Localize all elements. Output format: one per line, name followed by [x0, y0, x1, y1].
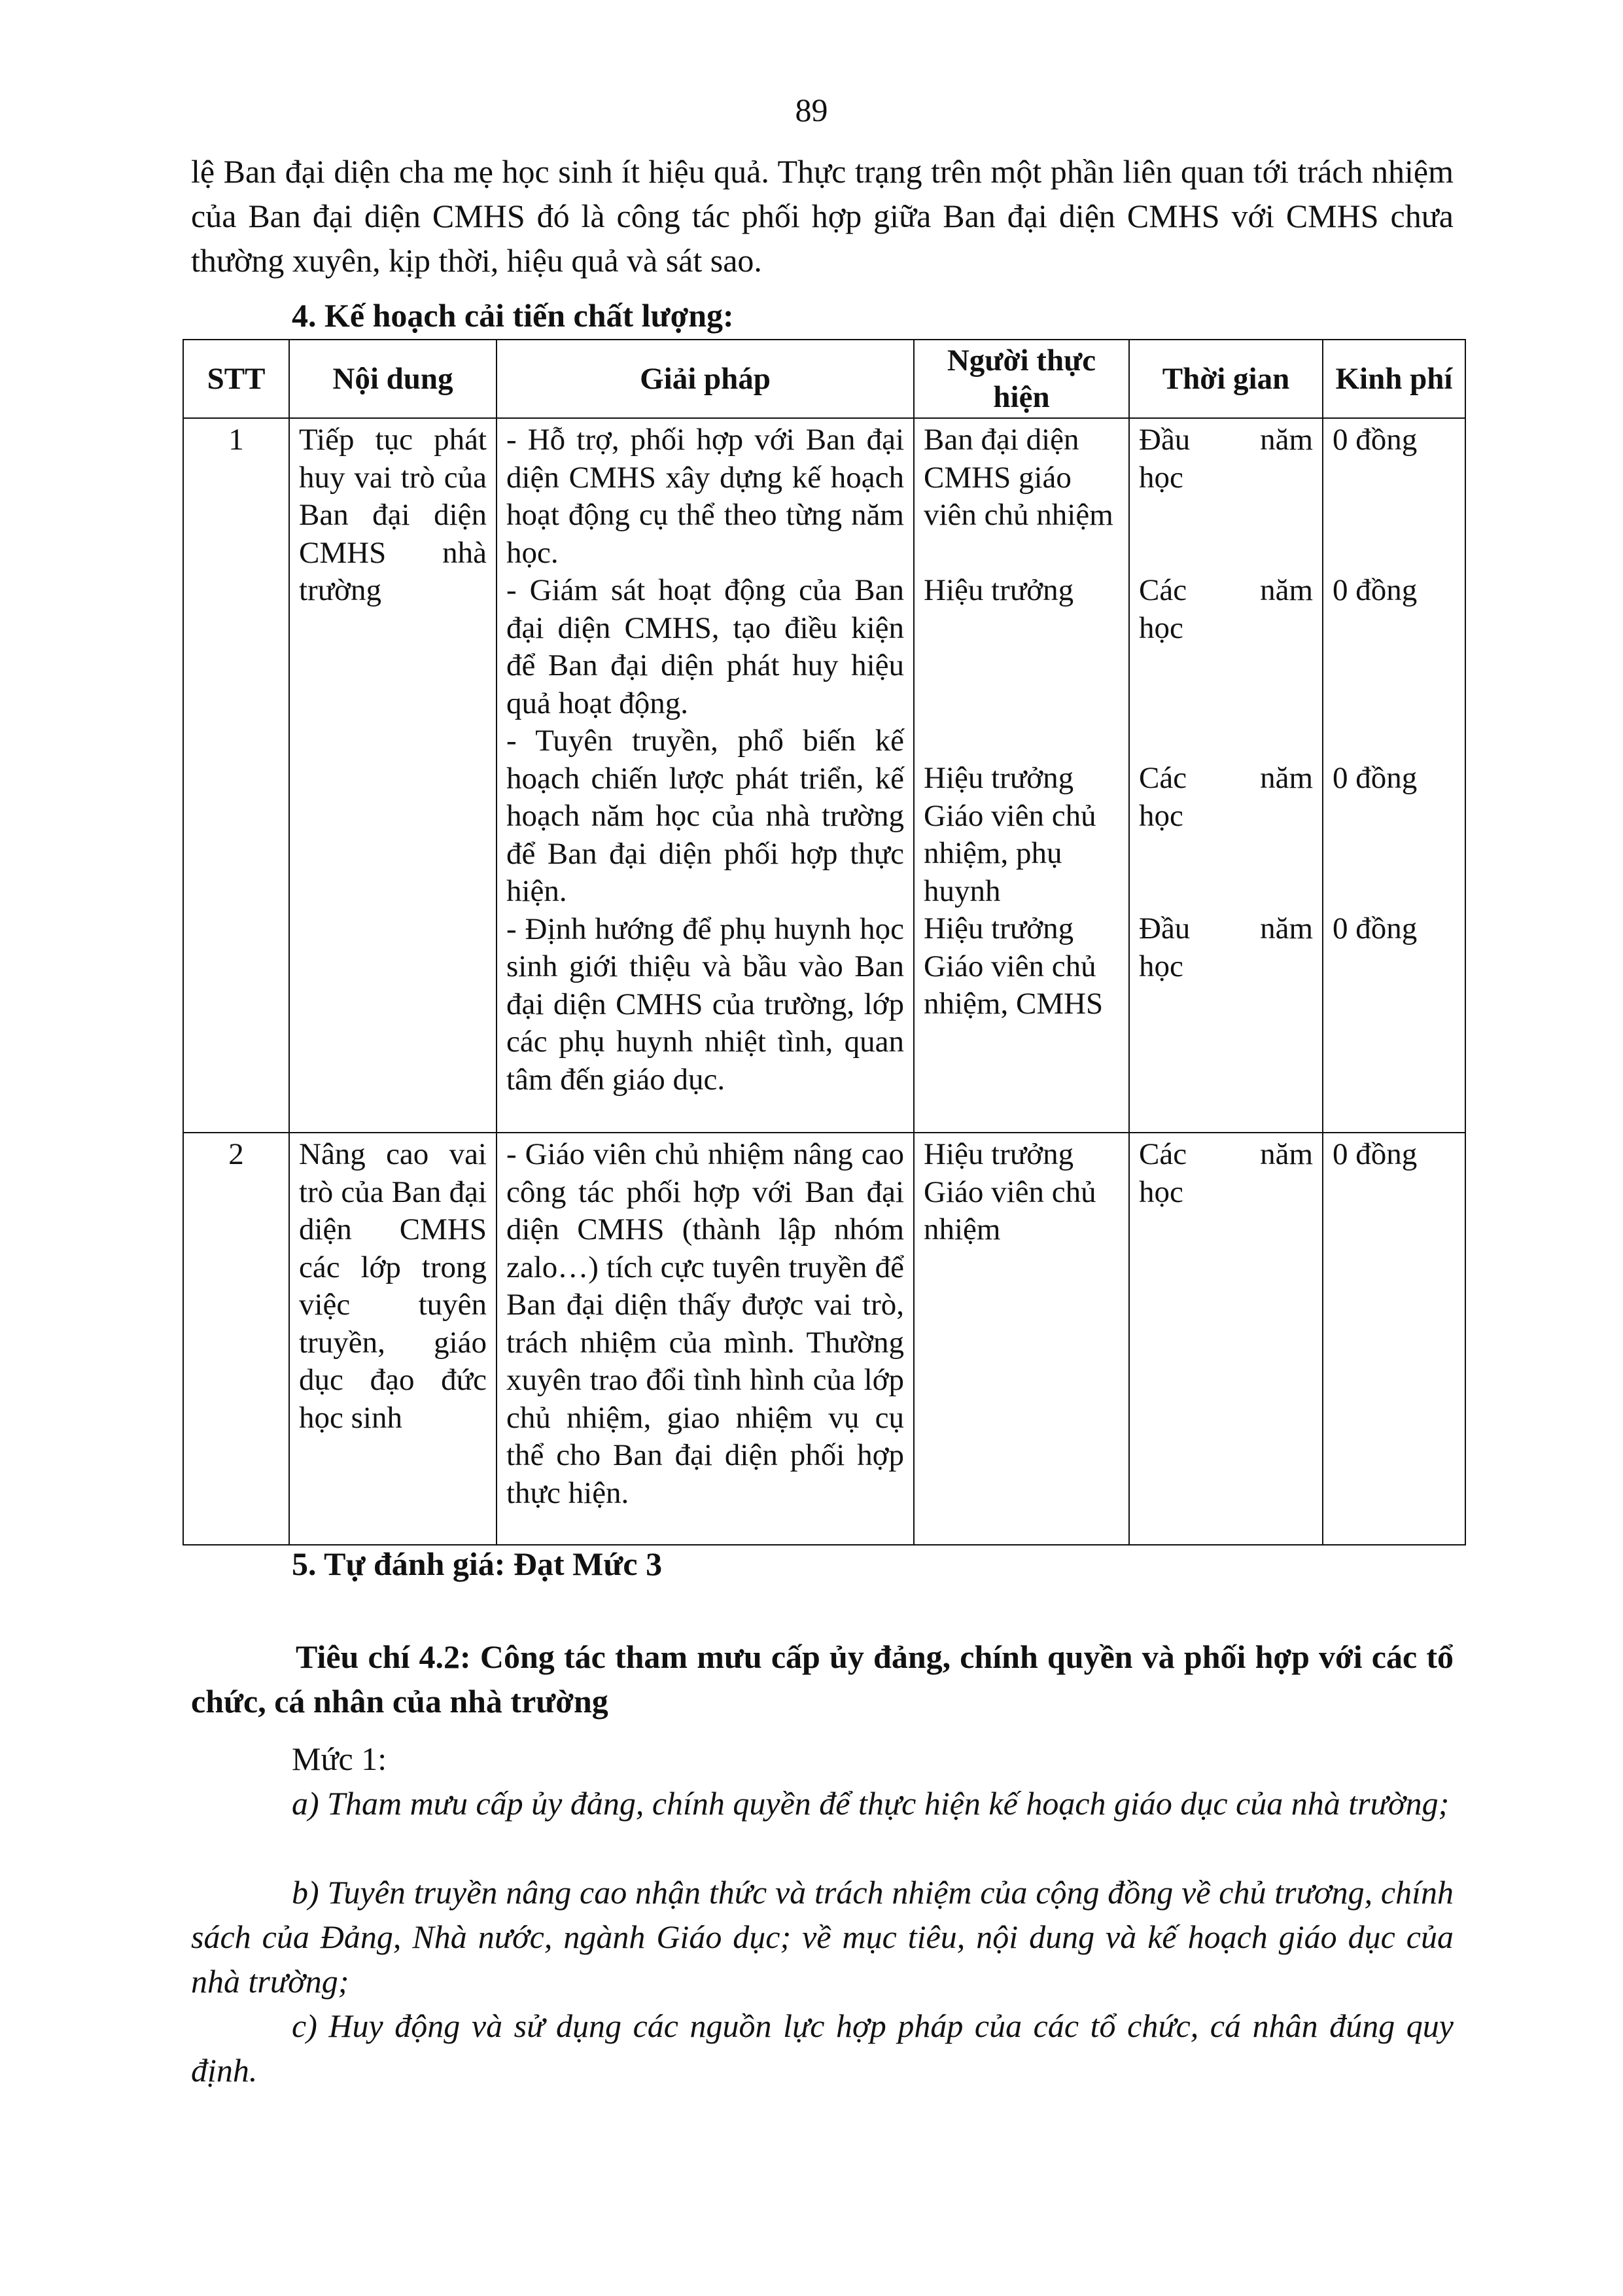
row1-time4-b: năm [1260, 911, 1313, 945]
row1-thoi-gian-item-4 [1139, 910, 1313, 985]
row1-nguoi-item-1: Ban đại diện CMHS giáo viên chủ nhiệm [924, 423, 1113, 532]
row1-thoi-gian [1129, 418, 1323, 1133]
row1-time3-a: Các [1139, 761, 1187, 795]
row2-thoi-gian [1129, 1133, 1323, 1545]
header-thoi-gian: Thời gian [1129, 340, 1323, 418]
row1-kinh-phi-item-4: 0 đồng [1333, 911, 1418, 945]
row1-time3-b: năm [1260, 761, 1313, 795]
row1-nguoi-thuc-hien [914, 418, 1129, 1133]
header-giai-phap: Giải pháp [497, 340, 914, 418]
row2-noi-dung: Nâng cao vai trò của Ban đại diện CMHS các lớp trong việc tuyên truyền, giáo dục đạo đức học sinh [289, 1133, 497, 1545]
requirement-a: a) Tham mưu cấp ủy đảng, chính quyền để thực hiện kế hoạch giáo dục của nhà trường; [292, 1785, 1450, 1822]
header-nguoi-thuc-hien: Người thực hiện [914, 340, 1129, 418]
section4-heading: 4. Kế hoạch cải tiến chất lượng: [292, 297, 734, 334]
row1-noi-dung: Tiếp tục phát huy vai trò của Ban đại diện CMHS nhà trường [289, 418, 497, 1133]
row1-giai-phap [497, 418, 914, 1133]
row2-giai-phap: - Giáo viên chủ nhiệm nâng cao công tác phối hợp với Ban đại diện CMHS (thành lập nhóm zalo…) tích cực tuyên truyền để Ban đại diện thấy được vai trò, trách nhiệm của mình. Thường xuyên trao đổi tình hình của lớp chủ nhiệm, giao nhiệm vụ cụ thể cho Ban đại diện phối hợp thực hiện. [497, 1133, 914, 1545]
row1-time1-a: Đầu [1139, 423, 1191, 457]
requirement-b: b) Tuyên truyền nâng cao nhận thức và trách nhiệm của cộng đồng về chủ trương, chính sách của Đảng, Nhà nước, ngành Giáo dục; về mục tiêu, nội dung và kế hoạch giáo dục của nhà trường; [191, 1874, 1454, 2000]
header-stt: STT [183, 340, 289, 418]
row1-time2-b: năm [1260, 573, 1313, 607]
row1-time3-c: học [1139, 798, 1183, 833]
row2-time-c: học [1139, 1174, 1183, 1209]
row1-giai-phap-item-2: - Giám sát hoạt động của Ban đại diện CMHS, tạo điều kiện để Ban đại diện phát huy hiệu quả hoạt động. [506, 573, 904, 720]
row1-thoi-gian-item-1 [1139, 421, 1313, 572]
requirement-c: c) Huy động và sử dụng các nguồn lực hợp pháp của các tổ chức, cá nhân đúng quy định. [191, 2007, 1454, 2089]
row1-nguoi-item-4: Hiệu trưởng Giáo viên chủ nhiệm, CMHS [924, 911, 1104, 1021]
row1-thoi-gian-item-2 [1139, 572, 1313, 760]
row2-stt: 2 [183, 1133, 289, 1545]
row2-nguoi-thuc-hien: Hiệu trưởng Giáo viên chủ nhiệm [914, 1133, 1129, 1545]
header-kinh-phi: Kinh phí [1323, 340, 1465, 418]
table-row [183, 418, 1465, 1133]
criterion-heading: Tiêu chí 4.2: Công tác tham mưu cấp ủy đảng, chính quyền và phối hợp với các tổ chức, cá nhân của nhà trường [191, 1638, 1454, 1720]
row1-giai-phap-item-3: - Tuyên truyền, phổ biến kế hoạch chiến lược phát triển, kế hoạch năm học của nhà trường để Ban đại diện phối hợp thực hiện. [506, 724, 904, 908]
row1-time4-c: học [1139, 949, 1183, 983]
intro-paragraph: lệ Ban đại diện cha mẹ học sinh ít hiệu quả. Thực trạng trên một phần liên quan tới trách nhiệm của Ban đại diện CMHS đó là công tác phối hợp giữa Ban đại diện CMHS với CMHS chưa thường xuyên, kịp thời, hiệu quả và sát sao. [191, 153, 1454, 279]
row1-giai-phap-item-4: - Định hướng để phụ huynh học sinh giới thiệu và bầu vào Ban đại diện CMHS của trường, lớp các phụ huynh nhiệt tình, quan tâm đến giáo dục. [506, 911, 904, 1097]
row1-time1-b: năm [1260, 423, 1313, 457]
row1-time1-c: học [1139, 460, 1183, 495]
row1-kinh-phi-item-1: 0 đồng [1333, 423, 1418, 457]
row2-time-b: năm [1260, 1137, 1313, 1171]
row2-time-a: Các [1139, 1137, 1187, 1171]
level-label: Mức 1: [292, 1740, 387, 1777]
section5-heading: 5. Tự đánh giá: Đạt Mức 3 [292, 1545, 663, 1582]
row1-kinh-phi-item-3: 0 đồng [1333, 761, 1418, 795]
row1-nguoi-item-3: Hiệu trưởng Giáo viên chủ nhiệm, phụ huynh [924, 761, 1096, 908]
row1-thoi-gian-item-3 [1139, 760, 1313, 910]
row1-stt: 1 [183, 418, 289, 1133]
row1-giai-phap-item-1: - Hỗ trợ, phối hợp với Ban đại diện CMHS xây dựng kế hoạch hoạt động cụ thể theo từng năm học. [506, 423, 904, 570]
row1-time2-a: Các [1139, 573, 1187, 607]
page-number: 89 [795, 92, 828, 128]
improvement-plan-table [183, 339, 1466, 1545]
row2-kinh-phi: 0 đồng [1323, 1133, 1465, 1545]
header-noi-dung: Nội dung [289, 340, 497, 418]
row1-nguoi-item-2: Hiệu trưởng [924, 573, 1074, 607]
row1-kinh-phi-item-2: 0 đồng [1333, 573, 1418, 607]
row1-time2-c: học [1139, 610, 1183, 645]
row1-time4-a: Đầu [1139, 911, 1191, 945]
table-header-row [183, 340, 1465, 418]
row1-kinh-phi [1323, 418, 1465, 1133]
table-row [183, 1133, 1465, 1545]
